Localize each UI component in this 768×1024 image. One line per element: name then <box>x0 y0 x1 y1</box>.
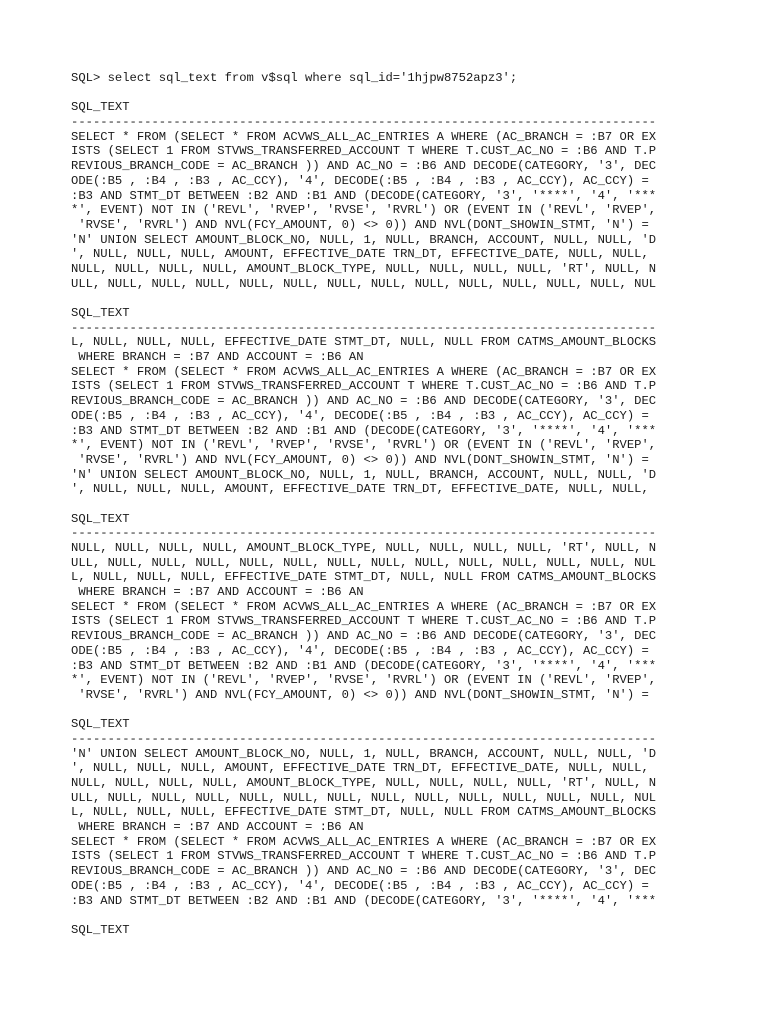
output-line: ULL, NULL, NULL, NULL, NULL, NULL, NULL, NULL, NULL, NULL, NULL, NULL, NULL, NUL <box>71 555 657 570</box>
output-line: REVIOUS_BRANCH_CODE = AC_BRANCH )) AND AC_NO = :B6 AND DECODE(CATEGORY, '3', DEC <box>71 394 657 409</box>
output-line: ISTS (SELECT 1 FROM STVWS_TRANSFERRED_ACCOUNT T WHERE T.CUST_AC_NO = :B6 AND T.P <box>71 379 657 394</box>
output-line: SQL_TEXT <box>71 717 130 732</box>
output-line: SELECT * FROM (SELECT * FROM ACVWS_ALL_AC_ENTRIES A WHERE (AC_BRANCH = :B7 OR EX <box>71 129 657 144</box>
output-line <box>71 86 761 101</box>
output-line: 'RVSE', 'RVRL') AND NVL(FCY_AMOUNT, 0) <> 0)) AND NVL(DONT_SHOWIN_STMT, 'N') = <box>71 217 649 232</box>
output-line: NULL, NULL, NULL, NULL, AMOUNT_BLOCK_TYPE, NULL, NULL, NULL, NULL, 'RT', NULL, N <box>71 261 657 276</box>
output-line: ISTS (SELECT 1 FROM STVWS_TRANSFERRED_ACCOUNT T WHERE T.CUST_AC_NO = :B6 AND T.P <box>71 144 657 159</box>
output-line: 'N' UNION SELECT AMOUNT_BLOCK_NO, NULL, 1, NULL, BRANCH, ACCOUNT, NULL, NULL, 'D <box>71 467 657 482</box>
output-line: SQL_TEXT <box>71 511 130 526</box>
output-line: 'RVSE', 'RVRL') AND NVL(FCY_AMOUNT, 0) <> 0)) AND NVL(DONT_SHOWIN_STMT, 'N') = <box>71 452 649 467</box>
output-line: SQL_TEXT <box>71 922 130 937</box>
output-line <box>71 497 761 512</box>
output-line: :B3 AND STMT_DT BETWEEN :B2 AND :B1 AND (DECODE(CATEGORY, '3', '****', '4', '*** <box>71 893 657 908</box>
output-line: :B3 AND STMT_DT BETWEEN :B2 AND :B1 AND (DECODE(CATEGORY, '3', '****', '4', '*** <box>71 658 657 673</box>
output-line <box>71 908 761 923</box>
output-line: SELECT * FROM (SELECT * FROM ACVWS_ALL_AC_ENTRIES A WHERE (AC_BRANCH = :B7 OR EX <box>71 834 657 849</box>
output-line: *', EVENT) NOT IN ('REVL', 'RVEP', 'RVSE', 'RVRL') OR (EVENT IN ('REVL', 'RVEP', <box>71 203 657 218</box>
output-line: *', EVENT) NOT IN ('REVL', 'RVEP', 'RVSE', 'RVRL') OR (EVENT IN ('REVL', 'RVEP', <box>71 438 657 453</box>
output-line: -------------------------------------------------------------------------------- <box>71 731 657 746</box>
output-line: :B3 AND STMT_DT BETWEEN :B2 AND :B1 AND (DECODE(CATEGORY, '3', '****', '4', '*** <box>71 188 657 203</box>
output-line: 'N' UNION SELECT AMOUNT_BLOCK_NO, NULL, 1, NULL, BRANCH, ACCOUNT, NULL, NULL, 'D <box>71 232 657 247</box>
output-line <box>71 703 761 718</box>
output-line: SQL_TEXT <box>71 100 130 115</box>
output-line: ISTS (SELECT 1 FROM STVWS_TRANSFERRED_ACCOUNT T WHERE T.CUST_AC_NO = :B6 AND T.P <box>71 849 657 864</box>
output-line: 'RVSE', 'RVRL') AND NVL(FCY_AMOUNT, 0) <> 0)) AND NVL(DONT_SHOWIN_STMT, 'N') = <box>71 687 649 702</box>
output-line: ODE(:B5 , :B4 , :B3 , AC_CCY), '4', DECODE(:B5 , :B4 , :B3 , AC_CCY), AC_CCY) = <box>71 408 649 423</box>
output-line: NULL, NULL, NULL, NULL, AMOUNT_BLOCK_TYPE, NULL, NULL, NULL, NULL, 'RT', NULL, N <box>71 541 657 555</box>
output-line: ', NULL, NULL, NULL, AMOUNT, EFFECTIVE_DATE TRN_DT, EFFECTIVE_DATE, NULL, NULL, <box>71 247 649 262</box>
output-line: ODE(:B5 , :B4 , :B3 , AC_CCY), '4', DECODE(:B5 , :B4 , :B3 , AC_CCY), AC_CCY) = <box>71 643 649 658</box>
output-line: ULL, NULL, NULL, NULL, NULL, NULL, NULL, NULL, NULL, NULL, NULL, NULL, NULL, NUL <box>71 276 657 291</box>
output-line: ISTS (SELECT 1 FROM STVWS_TRANSFERRED_ACCOUNT T WHERE T.CUST_AC_NO = :B6 AND T.P <box>71 614 657 629</box>
output-line: SELECT * FROM (SELECT * FROM ACVWS_ALL_AC_ENTRIES A WHERE (AC_BRANCH = :B7 OR EX <box>71 599 657 614</box>
output-line: L, NULL, NULL, NULL, EFFECTIVE_DATE STMT_DT, NULL, NULL FROM CATMS_AMOUNT_BLOCKS <box>71 335 657 350</box>
output-line: WHERE BRANCH = :B7 AND ACCOUNT = :B6 AN <box>71 585 364 600</box>
output-line: SELECT * FROM (SELECT * FROM ACVWS_ALL_AC_ENTRIES A WHERE (AC_BRANCH = :B7 OR EX <box>71 364 657 379</box>
output-line: ', NULL, NULL, NULL, AMOUNT, EFFECTIVE_DATE TRN_DT, EFFECTIVE_DATE, NULL, NULL, <box>71 482 649 497</box>
output-line: REVIOUS_BRANCH_CODE = AC_BRANCH )) AND AC_NO = :B6 AND DECODE(CATEGORY, '3', DEC <box>71 864 657 879</box>
output-line: :B3 AND STMT_DT BETWEEN :B2 AND :B1 AND (DECODE(CATEGORY, '3', '****', '4', '*** <box>71 423 657 438</box>
output-line: -------------------------------------------------------------------------------- <box>71 320 657 335</box>
output-line: 'N' UNION SELECT AMOUNT_BLOCK_NO, NULL, 1, NULL, BRANCH, ACCOUNT, NULL, NULL, 'D <box>71 746 657 761</box>
output-line: L, NULL, NULL, NULL, EFFECTIVE_DATE STMT_DT, NULL, NULL FROM CATMS_AMOUNT_BLOCKS <box>71 805 657 820</box>
output-line: SQL> select sql_text from v$sql where sql_id='1hjpw8752apz3'; <box>71 71 518 85</box>
output-line: SQL_TEXT <box>71 306 130 320</box>
output-line <box>71 291 761 306</box>
output-line: -------------------------------------------------------------------------------- <box>71 526 657 541</box>
sql-output-page <box>71 71 761 938</box>
output-line: *', EVENT) NOT IN ('REVL', 'RVEP', 'RVSE', 'RVRL') OR (EVENT IN ('REVL', 'RVEP', <box>71 673 657 688</box>
output-line: ', NULL, NULL, NULL, AMOUNT, EFFECTIVE_DATE TRN_DT, EFFECTIVE_DATE, NULL, NULL, <box>71 761 649 776</box>
output-line: ODE(:B5 , :B4 , :B3 , AC_CCY), '4', DECODE(:B5 , :B4 , :B3 , AC_CCY), AC_CCY) = <box>71 173 649 188</box>
output-line: -------------------------------------------------------------------------------- <box>71 115 657 130</box>
output-line: REVIOUS_BRANCH_CODE = AC_BRANCH )) AND AC_NO = :B6 AND DECODE(CATEGORY, '3', DEC <box>71 159 657 174</box>
output-line: L, NULL, NULL, NULL, EFFECTIVE_DATE STMT_DT, NULL, NULL FROM CATMS_AMOUNT_BLOCKS <box>71 570 657 585</box>
output-line: WHERE BRANCH = :B7 AND ACCOUNT = :B6 AN <box>71 350 364 365</box>
output-line: WHERE BRANCH = :B7 AND ACCOUNT = :B6 AN <box>71 820 364 835</box>
output-line: REVIOUS_BRANCH_CODE = AC_BRANCH )) AND AC_NO = :B6 AND DECODE(CATEGORY, '3', DEC <box>71 629 657 644</box>
output-line: ODE(:B5 , :B4 , :B3 , AC_CCY), '4', DECODE(:B5 , :B4 , :B3 , AC_CCY), AC_CCY) = <box>71 878 649 893</box>
output-line: ULL, NULL, NULL, NULL, NULL, NULL, NULL, NULL, NULL, NULL, NULL, NULL, NULL, NUL <box>71 790 657 805</box>
output-line: NULL, NULL, NULL, NULL, AMOUNT_BLOCK_TYPE, NULL, NULL, NULL, NULL, 'RT', NULL, N <box>71 776 657 790</box>
